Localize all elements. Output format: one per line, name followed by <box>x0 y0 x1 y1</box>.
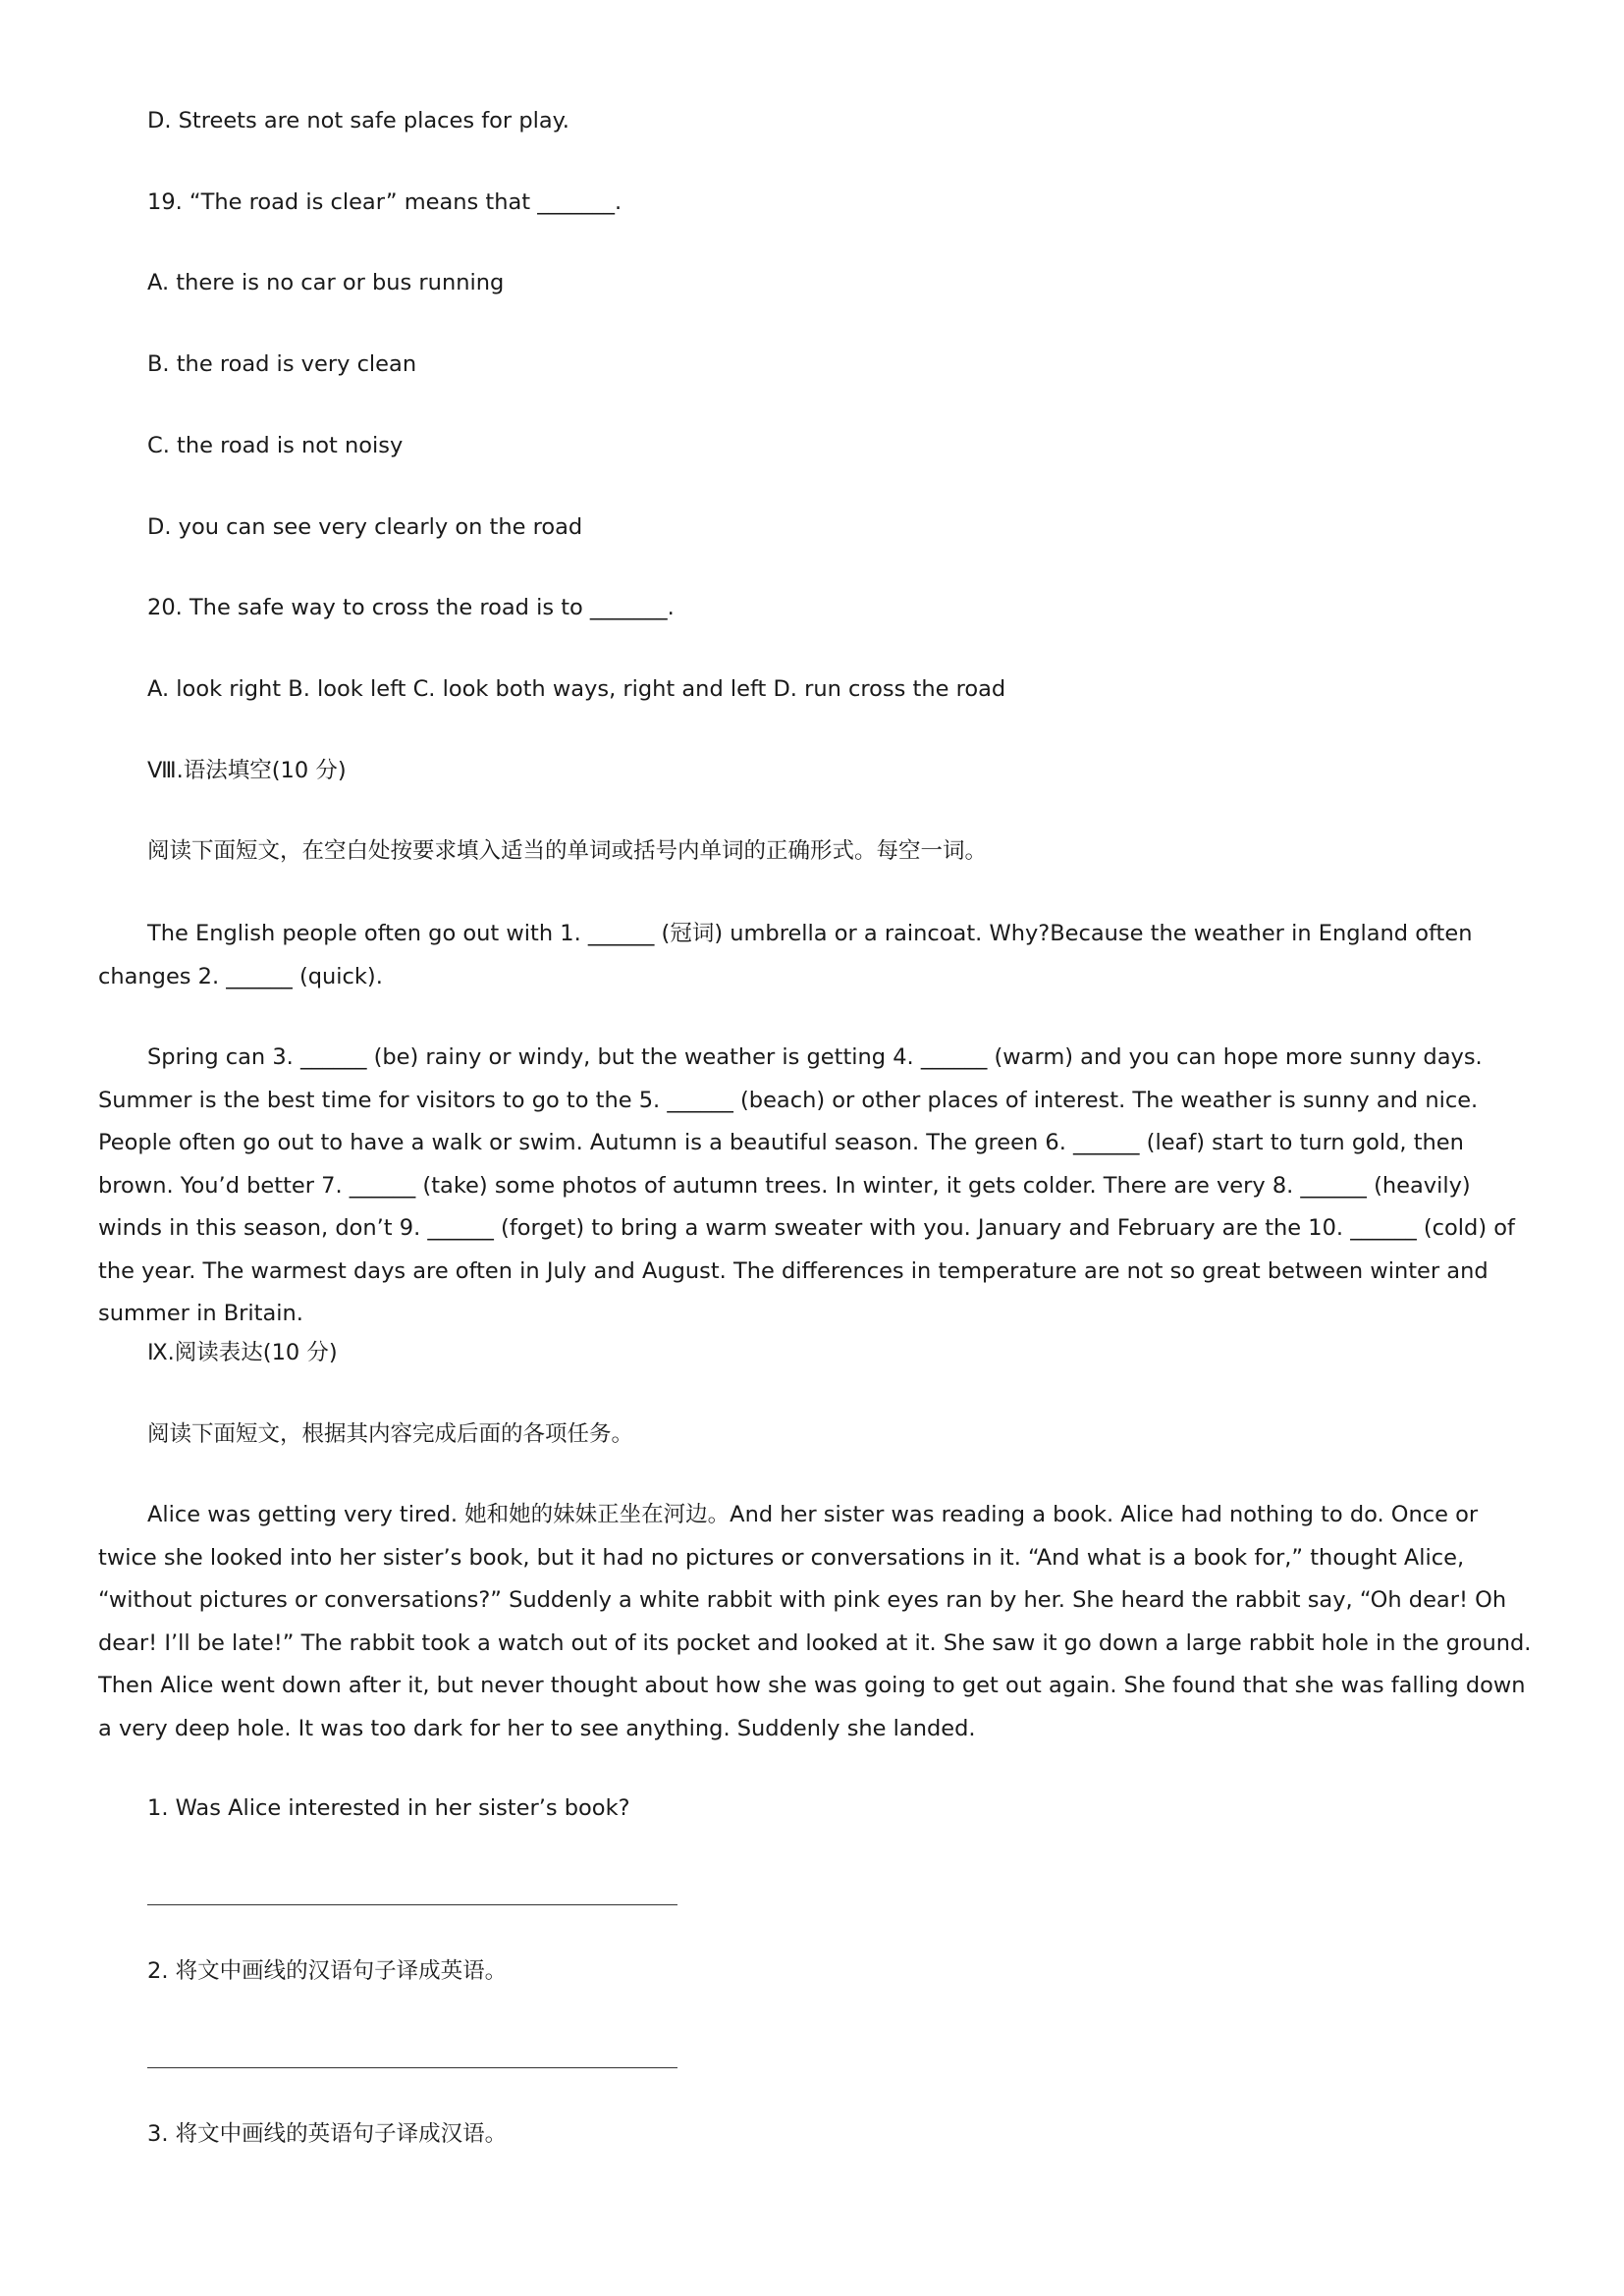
task-1-question: 1. Was Alice interested in her sister’s book? <box>147 1795 630 1821</box>
q20-stem: 20. The safe way to cross the road is to _______. <box>147 595 675 620</box>
q19-option-b: B. the road is very clean <box>147 351 417 377</box>
task-2-question: 2. 将文中画线的汉语句子译成英语。 <box>147 1958 508 1984</box>
q19-stem: 19. “The road is clear” means that _______. <box>147 189 623 215</box>
section-8-instruction: 阅读下面短文，在空白处按要求填入适当的单词或括号内单词的正确形式。每空一词。 <box>147 838 988 864</box>
section-8-paragraph-2: Spring can 3. ______ (be) rainy or windy, but the weather is getting 4. ______ (warm) and you can hope more sunny days. Summer is the best time for visitors to go to the 5. ______ (beach) or other places of interest. The weather is sunny and nice. People often go out to have a walk or swim. Autumn is a beautiful season. The green 6. ______ (leaf) start to turn gold, then brown. You’d better 7. ______ (take) some photos of autumn trees. In winter, it gets colder. There are very 8. ______ (heavily) winds in this season, don’t 9. ______ (forget) to bring a warm sweater with you. January and February are the 10. ______ (cold) of the year. The warmest days are often in July and August. The differences in temperature are not so great between winter and summer in Britain. <box>98 1044 1515 1326</box>
task-2-answer-line[interactable] <box>147 2067 677 2068</box>
task-1-answer-line[interactable] <box>147 1904 677 1905</box>
section-8-heading: Ⅷ.语法填空(10 分) <box>147 758 347 783</box>
section-9-instruction: 阅读下面短文，根据其内容完成后面的各项任务。 <box>147 1421 634 1447</box>
q19-option-a: A. there is no car or bus running <box>147 270 505 295</box>
section-9-heading: Ⅸ.阅读表达(10 分) <box>147 1340 338 1365</box>
q19-option-c: C. the road is not noisy <box>147 433 404 458</box>
q18-option-d: D. Streets are not safe places for play. <box>147 108 569 133</box>
q20-options: A. look right B. look left C. look both ways, right and left D. run cross the road <box>147 676 1006 702</box>
section-9-passage: Alice was getting very tired. 她和她的妹妹正坐在河边。And her sister was reading a book. Alice had nothing to do. Once or twice she looked into her sister’s book, but it had no pictures or conversations in it. “And what is a book for,” thought Alice, “without pictures or conversations?” Suddenly a white rabbit with pink eyes ran by her. She heard the rabbit say, “Oh dear! Oh dear! I’ll be late!” The rabbit took a watch out of its pocket and looked at it. She saw it go down a large rabbit hole in the ground. Then Alice went down after it, but never thought about how she was going to get out again. She found that she was falling down a very deep hole. It was too dark for her to see anything. Suddenly she landed. <box>98 1502 1532 1741</box>
task-3-question: 3. 将文中画线的英语句子译成汉语。 <box>147 2121 508 2147</box>
section-8-paragraph-1: The English people often go out with 1. ______ (冠词) umbrella or a raincoat. Why?Because the weather in England often changes 2. ______ (quick). <box>98 921 1473 989</box>
q19-option-d: D. you can see very clearly on the road <box>147 514 583 540</box>
